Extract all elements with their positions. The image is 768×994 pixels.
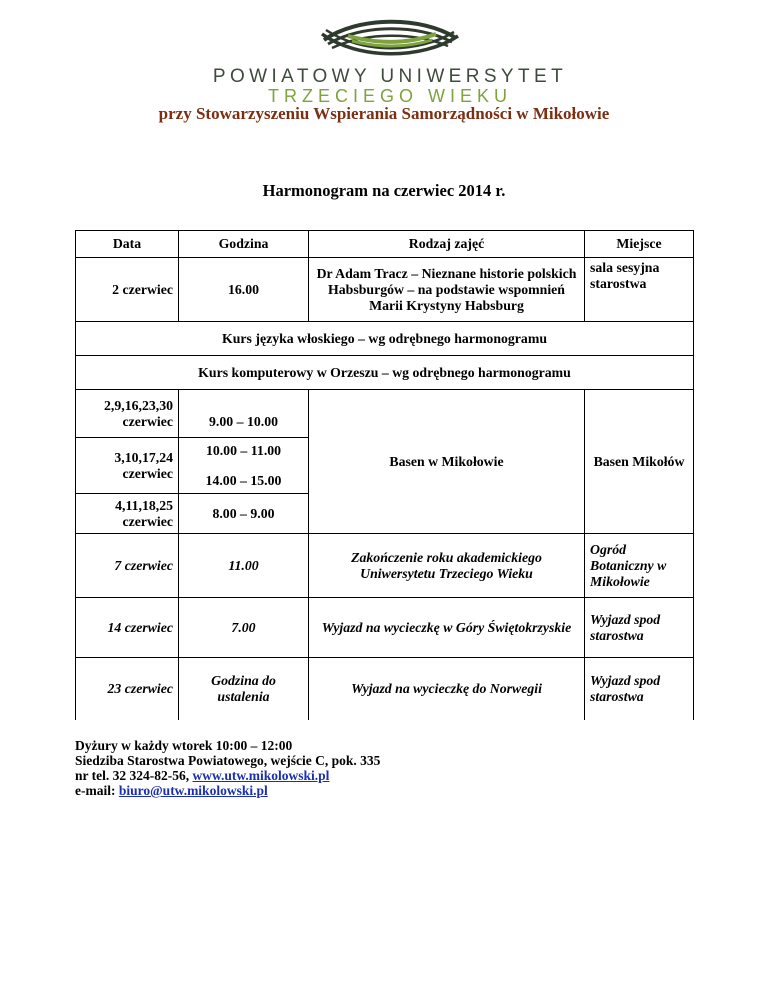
pool-time-1: 9.00 – 10.00 [179,390,309,438]
table-row [76,658,694,720]
pool-dates-2: 3,10,17,24 czerwiec [76,438,179,494]
page-title: Harmonogram na czerwiec 2014 r. [262,181,506,200]
pool-dates-1: 2,9,16,23,30 czerwiec [76,390,179,438]
email-line [75,783,380,798]
pool-time-2b: 14.00 – 15.00 [205,472,282,488]
header-place: Miejsce [585,231,694,258]
pool-time-3: 8.00 – 9.00 [179,494,309,534]
row-activity: Dr Adam Tracz – Nieznane historie polskich Habsburgów – na podstawie wspomnień Marii Krystyny Habsburg [309,258,585,322]
row-place: sala sesyjna starostwa [585,258,694,322]
event-activity: Zakończenie roku akademickiego Uniwersytetu Trzeciego Wieku [309,534,585,598]
event-date: 7 czerwiec [76,534,179,598]
phone-text: nr tel. 32 324-82-56, [75,768,193,783]
event-time: Godzina do ustalenia [179,658,309,720]
email-label: e-mail: [75,783,119,798]
table-row-span [76,356,694,390]
pool-time-2a: 10.00 – 11.00 [205,442,282,458]
organization-subtitle: przy Stowarzyszeniu Wspierania Samorządności w Mikołowie [158,104,610,123]
header-date: Data [76,231,179,258]
email-link[interactable]: biuro@utw.mikolowski.pl [118,783,268,798]
event-activity: Wyjazd na wycieczkę w Góry Świętokrzyskie [309,598,585,658]
table-row [76,258,694,322]
office-hours: Dyżury w każdy wtorek 10:00 – 12:00 [75,738,293,753]
contact-footer [75,738,380,798]
table-row [76,598,694,658]
schedule-table-wrapper [75,230,693,720]
logo-subtitle: TRZECIEGO WIEKU [267,86,512,106]
pool-dates-3: 4,11,18,25 czerwiec [76,494,179,534]
header-time: Godzina [179,231,309,258]
event-activity: Wyjazd na wycieczkę do Norwegii [309,658,585,720]
event-time: 11.00 [179,534,309,598]
header-activity: Rodzaj zajęć [309,231,585,258]
table-row [76,390,694,438]
event-place: Wyjazd spod starostwa [585,658,694,720]
website-link[interactable]: www.utw.mikolowski.pl [192,768,330,783]
event-date: 23 czerwiec [76,658,179,720]
schedule-table [75,230,694,720]
table-header-row [76,231,694,258]
event-place: Wyjazd spod starostwa [585,598,694,658]
phone-line [75,768,380,783]
table-row-span [76,322,694,356]
pool-place: Basen Mikołów [585,390,694,534]
event-place: Ogród Botaniczny w Mikołowie [585,534,694,598]
logo-title: POWIATOWY UNIWERSYTET [212,66,568,87]
event-time: 7.00 [179,598,309,658]
pool-times-2 [179,438,309,494]
logo-emblem-icon [318,14,462,64]
office-location: Siedziba Starostwa Powiatowego, wejście C, pok. 335 [75,753,381,768]
event-date: 14 czerwiec [76,598,179,658]
row-time: 16.00 [179,258,309,322]
pool-activity: Basen w Mikołowie [309,390,585,534]
table-row [76,534,694,598]
row-date: 2 czerwiec [76,258,179,322]
italian-course-note: Kurs języka włoskiego – wg odrębnego harmonogramu [76,322,694,356]
logo [190,14,590,110]
computer-course-note: Kurs komputerowy w Orzeszu – wg odrębnego harmonogramu [76,356,694,390]
